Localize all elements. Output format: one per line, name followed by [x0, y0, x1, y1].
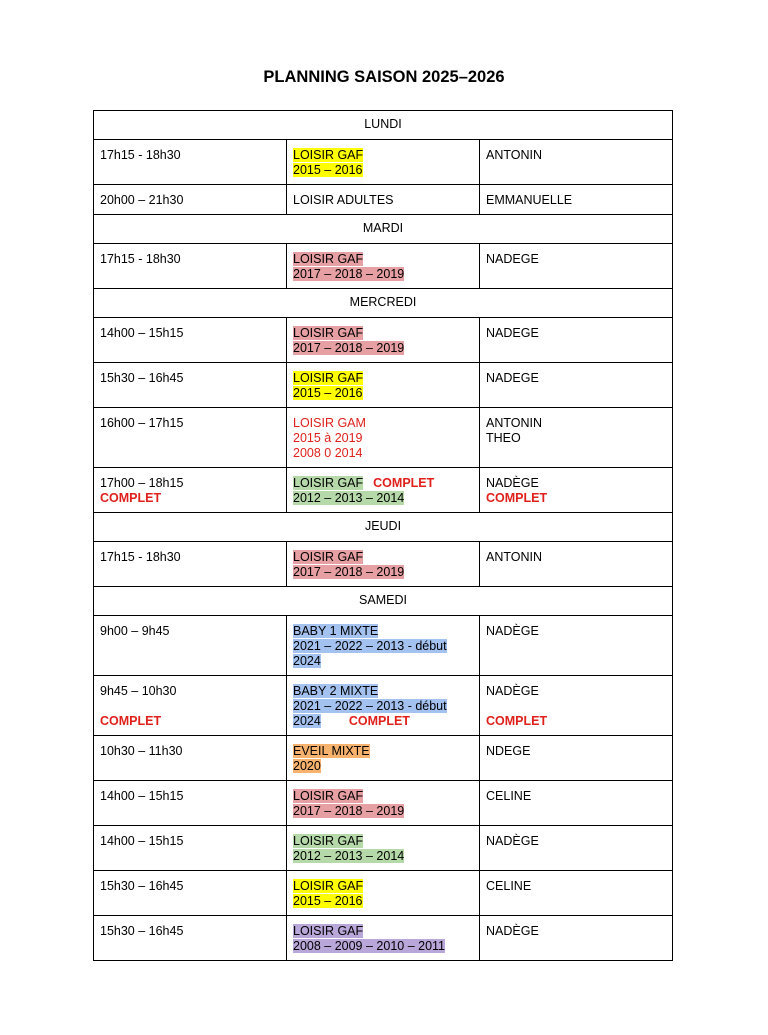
group-name: LOISIR GAF	[293, 476, 364, 490]
time-slot: 9h00 – 9h45	[100, 624, 170, 638]
time-slot: 15h30 – 16h45	[100, 371, 184, 385]
time-cell	[94, 468, 287, 513]
group-cell	[287, 408, 480, 468]
day-header-row	[94, 513, 673, 542]
complet-badge: COMPLET	[100, 714, 162, 728]
group-cell	[287, 185, 480, 215]
time-cell	[94, 736, 287, 781]
time-slot: 15h30 – 16h45	[100, 879, 184, 893]
table-row	[94, 616, 673, 676]
group-years: 2017 – 2018 – 2019	[293, 267, 405, 281]
group-name: LOISIR GAF	[293, 371, 364, 385]
coach-name: NADEGE	[486, 252, 539, 266]
group-years-extra: 2024	[293, 714, 321, 728]
group-years-extra: 2024	[293, 654, 321, 668]
coach-cell	[480, 244, 673, 289]
coach-cell	[480, 616, 673, 676]
coach-cell	[480, 871, 673, 916]
table-row	[94, 318, 673, 363]
group-cell	[287, 826, 480, 871]
group-name: LOISIR ADULTES	[293, 193, 394, 207]
table-row	[94, 781, 673, 826]
table-row	[94, 363, 673, 408]
coach-name-secondary: THEO	[486, 431, 521, 445]
group-years-extra: 2008 0 2014	[293, 446, 363, 460]
table-row	[94, 676, 673, 736]
page-title: PLANNING SAISON 2025–2026	[263, 68, 505, 86]
coach-cell	[480, 736, 673, 781]
coach-cell	[480, 826, 673, 871]
group-years: 2017 – 2018 – 2019	[293, 565, 405, 579]
day-header-row	[94, 111, 673, 140]
time-cell	[94, 616, 287, 676]
table-row	[94, 140, 673, 185]
coach-cell	[480, 363, 673, 408]
complet-badge: COMPLET	[486, 491, 548, 505]
group-name: LOISIR GAF	[293, 789, 364, 803]
coach-name: NADÈGE	[486, 624, 539, 638]
coach-name: ANTONIN	[486, 550, 543, 564]
group-name: LOISIR GAF	[293, 834, 364, 848]
group-cell	[287, 244, 480, 289]
table-row	[94, 916, 673, 961]
coach-cell	[480, 408, 673, 468]
day-header-row	[94, 289, 673, 318]
coach-name: CELINE	[486, 879, 532, 893]
group-name: LOISIR GAF	[293, 252, 364, 266]
time-cell	[94, 185, 287, 215]
day-name: LUNDI	[94, 111, 673, 140]
coach-cell	[480, 140, 673, 185]
time-cell	[94, 871, 287, 916]
coach-cell	[480, 916, 673, 961]
coach-name: ANTONIN	[486, 416, 543, 430]
day-name: MERCREDI	[94, 289, 673, 318]
group-years: 2015 – 2016	[293, 163, 363, 177]
complet-badge: COMPLET	[100, 491, 162, 505]
time-slot: 10h30 – 11h30	[100, 744, 183, 758]
group-cell	[287, 616, 480, 676]
group-cell	[287, 468, 480, 513]
table-row	[94, 871, 673, 916]
time-cell	[94, 140, 287, 185]
time-slot: 9h45 – 10h30	[100, 684, 177, 698]
coach-cell	[480, 781, 673, 826]
group-name: LOISIR GAF	[293, 879, 364, 893]
day-header-row	[94, 587, 673, 616]
time-cell	[94, 781, 287, 826]
table-row	[94, 736, 673, 781]
coach-name: NADÈGE	[486, 476, 539, 490]
group-name: EVEIL MIXTE	[293, 744, 370, 758]
group-cell	[287, 318, 480, 363]
time-slot: 14h00 – 15h15	[100, 834, 184, 848]
time-slot: 17h15 - 18h30	[100, 252, 181, 266]
group-years: 2008 – 2009 – 2010 – 2011	[293, 939, 445, 953]
group-years: 2015 – 2016	[293, 386, 363, 400]
time-cell	[94, 676, 287, 736]
time-cell	[94, 826, 287, 871]
time-cell	[94, 542, 287, 587]
group-name: LOISIR GAF	[293, 924, 364, 938]
group-cell	[287, 363, 480, 408]
group-name: LOISIR GAF	[293, 550, 364, 564]
group-cell	[287, 542, 480, 587]
coach-cell	[480, 318, 673, 363]
group-years: 2021 – 2022 – 2013 - début	[293, 639, 447, 653]
table-row	[94, 185, 673, 215]
coach-name: NADÈGE	[486, 924, 539, 938]
table-row	[94, 408, 673, 468]
time-slot: 14h00 – 15h15	[100, 326, 184, 340]
time-slot: 17h00 – 18h15	[100, 476, 184, 490]
group-years: 2020	[293, 759, 321, 773]
table-row	[94, 826, 673, 871]
group-name: LOISIR GAF	[293, 148, 364, 162]
time-slot: 20h00 – 21h30	[100, 193, 184, 207]
time-slot: 16h00 – 17h15	[100, 416, 184, 430]
coach-name: ANTONIN	[486, 148, 543, 162]
coach-cell	[480, 676, 673, 736]
group-cell	[287, 871, 480, 916]
group-years: 2012 – 2013 – 2014	[293, 849, 405, 863]
complet-badge: COMPLET	[373, 476, 435, 490]
time-cell	[94, 916, 287, 961]
group-years: 2015 à 2019	[293, 431, 363, 445]
time-slot: 17h15 - 18h30	[100, 148, 181, 162]
coach-name: NADÈGE	[486, 684, 539, 698]
coach-name: EMMANUELLE	[486, 193, 573, 207]
group-years: 2017 – 2018 – 2019	[293, 804, 405, 818]
coach-name: NADÈGE	[486, 834, 539, 848]
time-slot: 14h00 – 15h15	[100, 789, 184, 803]
coach-cell	[480, 185, 673, 215]
coach-cell	[480, 542, 673, 587]
schedule-table	[93, 110, 673, 961]
group-cell	[287, 781, 480, 826]
time-slot: 15h30 – 16h45	[100, 924, 184, 938]
time-cell	[94, 318, 287, 363]
group-cell	[287, 140, 480, 185]
group-cell	[287, 736, 480, 781]
complet-badge: COMPLET	[486, 714, 548, 728]
group-years: 2021 – 2022 – 2013 - début	[293, 699, 447, 713]
time-cell	[94, 244, 287, 289]
group-years: 2012 – 2013 – 2014	[293, 491, 405, 505]
group-cell	[287, 676, 480, 736]
group-name: BABY 1 MIXTE	[293, 624, 379, 638]
day-name: MARDI	[94, 215, 673, 244]
table-row	[94, 468, 673, 513]
coach-name: NDEGE	[486, 744, 531, 758]
day-name: SAMEDI	[94, 587, 673, 616]
group-cell	[287, 916, 480, 961]
group-years: 2017 – 2018 – 2019	[293, 341, 405, 355]
complet-badge: COMPLET	[348, 714, 410, 728]
table-row	[94, 244, 673, 289]
group-name: LOISIR GAM	[293, 416, 366, 430]
time-cell	[94, 363, 287, 408]
group-name: LOISIR GAF	[293, 326, 364, 340]
coach-name: CELINE	[486, 789, 532, 803]
coach-cell	[480, 468, 673, 513]
day-name: JEUDI	[94, 513, 673, 542]
day-header-row	[94, 215, 673, 244]
group-years: 2015 – 2016	[293, 894, 363, 908]
time-cell	[94, 408, 287, 468]
coach-name: NADEGE	[486, 371, 539, 385]
group-name: BABY 2 MIXTE	[293, 684, 379, 698]
coach-name: NADEGE	[486, 326, 539, 340]
time-slot: 17h15 - 18h30	[100, 550, 181, 564]
table-row	[94, 542, 673, 587]
